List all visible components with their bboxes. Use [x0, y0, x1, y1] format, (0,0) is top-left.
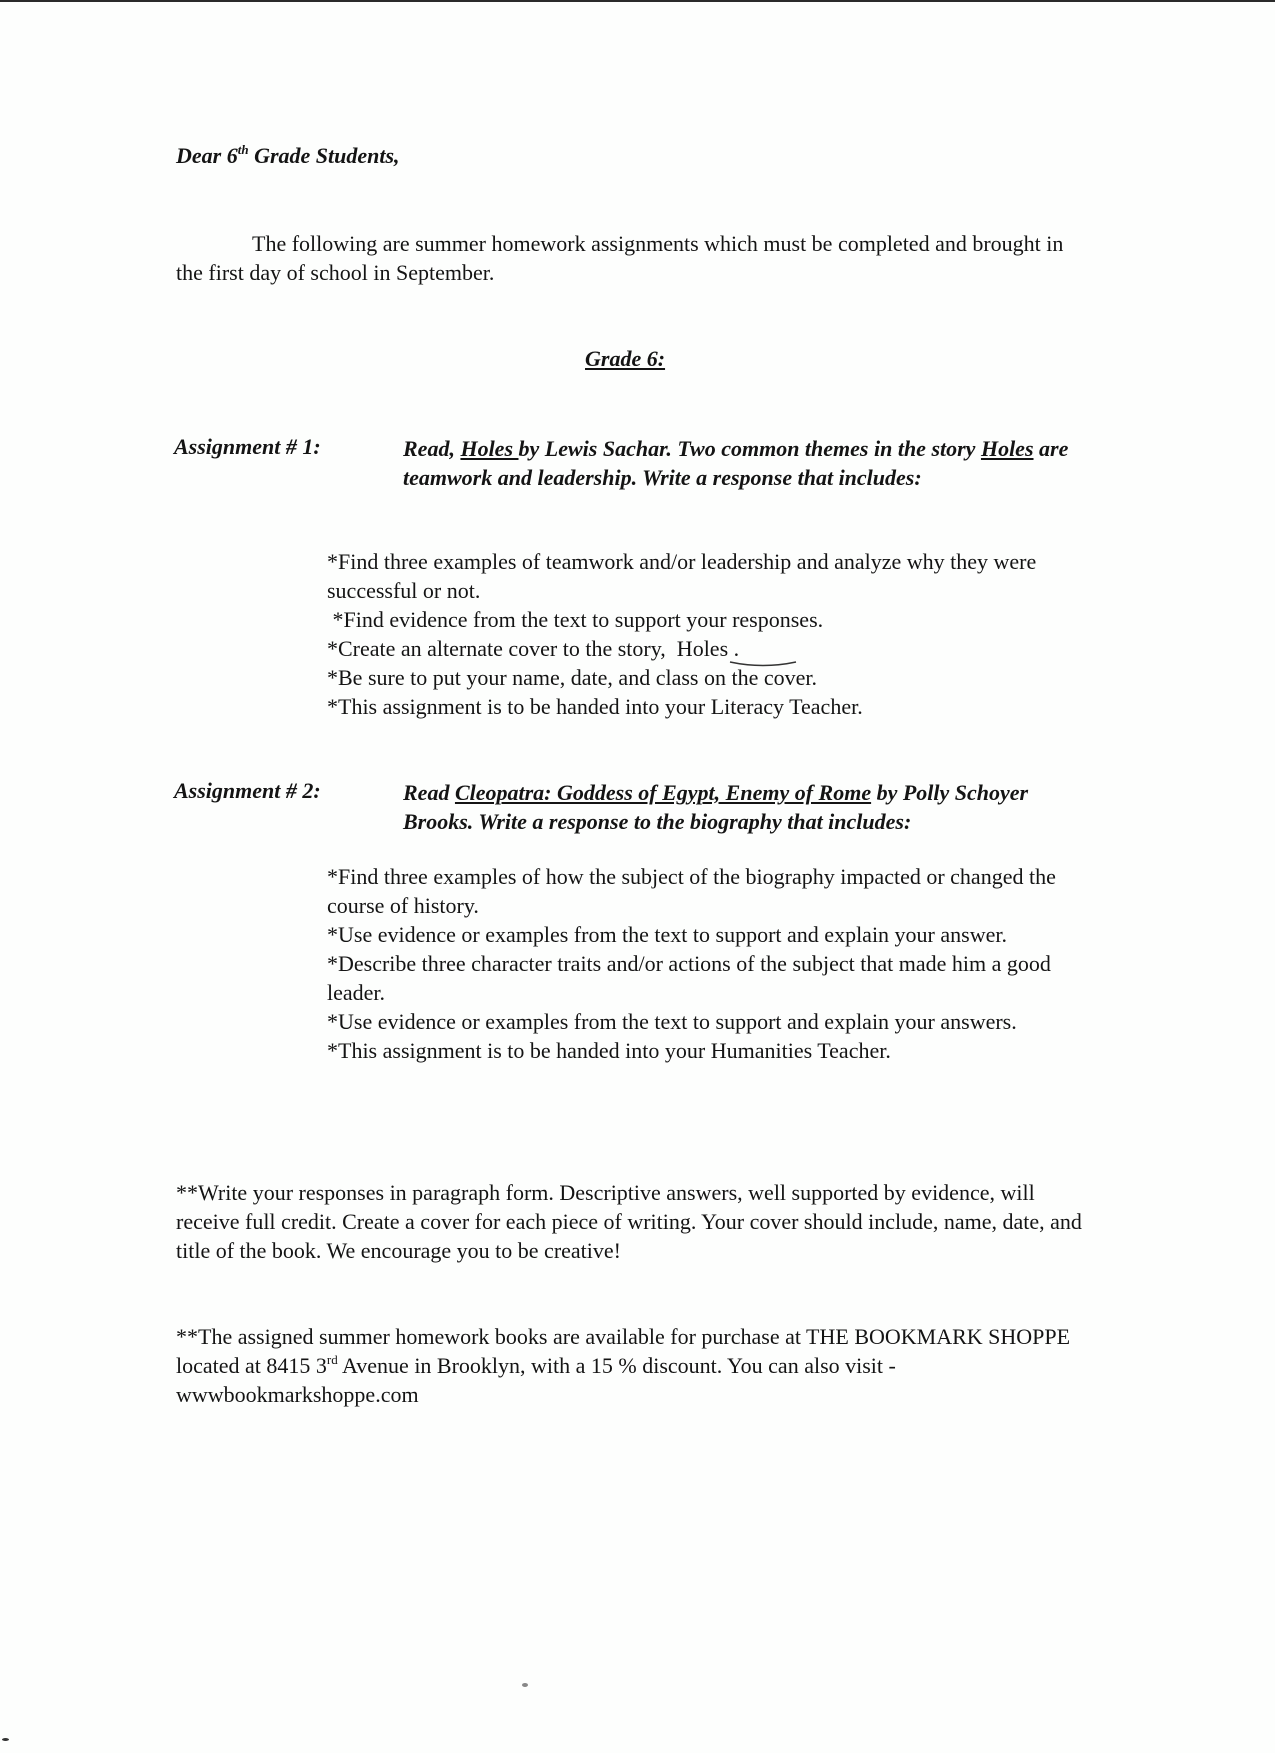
assignment2-bullet-5: *This assignment is to be handed into your Humanities Teacher. [327, 1038, 891, 1063]
bookstore-note [176, 1322, 1076, 1409]
greeting [176, 143, 400, 169]
greeting-text: Dear 6 [176, 143, 238, 168]
bookstore-note-text-a: **The assigned summer homework books are available for purchase at THE BOOKMARK SHOPPE located at 8415 3 [176, 1324, 1071, 1378]
assignment2-instructions [403, 778, 1093, 836]
assignment2-text-a: Read [403, 780, 455, 805]
assignment1-text-b: by Lewis Sachar. Two common themes in the story [518, 436, 976, 461]
assignment1-instructions [403, 434, 1103, 492]
assignment2-label: Assignment # 2: [174, 778, 321, 803]
assignment2-bullet-3: *Describe three character traits and/or actions of the subject that made him a good leader. [327, 951, 1051, 1005]
handwritten-underline-mark [728, 660, 798, 668]
assignment1-book-title-2: Holes [980, 436, 1034, 461]
assignment2-bullet-list [327, 862, 1097, 1065]
assignment1-bullet-2: *Find evidence from the text to support your responses. [327, 607, 824, 632]
greeting-text-end: Grade Students, [248, 143, 400, 168]
assignment1-bullet-4: *Be sure to put your name, date, and class on the cover. [327, 665, 817, 690]
intro-paragraph [176, 229, 1076, 287]
greeting-superscript: th [237, 142, 249, 157]
bookstore-note-superscript: rd [326, 1352, 338, 1367]
assignment1-book-title: Holes [460, 436, 519, 461]
assignment1-bullet-5: *This assignment is to be handed into your Literacy Teacher. [327, 694, 863, 719]
assignment2-text-b: by Polly Schoyer Brooks. Write a response to the biography that includes: [403, 780, 1029, 834]
assignment1-bullet-1: *Find three examples of teamwork and/or leadership and analyze why they were successful or not. [327, 549, 1037, 603]
assignment1-label: Assignment # 1: [174, 434, 321, 459]
intro-text: The following are summer homework assignments which must be completed and brought in the first day of school in September. [176, 231, 1064, 285]
scan-speck [522, 1683, 528, 1687]
assignment2-bullet-4: *Use evidence or examples from the text to support and explain your answers. [327, 1009, 1017, 1034]
response-instructions-note: **Write your responses in paragraph form. Descriptive answers, well supported by evidence, will receive full credit. Create a cover for each piece of writing. Your cover should include, name, date, and title of the book. We encourage you to be creative! [176, 1180, 1082, 1263]
assignment2-book-title: Cleopatra: Goddess of Egypt, Enemy of Rome [454, 780, 872, 805]
grade-heading: Grade 6: [585, 346, 666, 371]
scan-speck [2, 1738, 9, 1741]
assignment1-text-c: are teamwork and leadership. Write a response that includes: [403, 436, 1069, 490]
bookstore-note-text-b: Avenue in Brooklyn, with a 15 % discount. You can also visit - wwwbookmarkshoppe.com [176, 1353, 896, 1407]
assignment2-bullet-1: *Find three examples of how the subject of the biography impacted or changed the course of history. [327, 864, 1056, 918]
assignment1-bullet-3: *Create an alternate cover to the story, Holes . [327, 636, 740, 661]
assignment2-bullet-2: *Use evidence or examples from the text to support and explain your answer. [327, 922, 1007, 947]
assignment1-bullet-list [327, 547, 1097, 721]
assignment1-text-a: Read, [403, 436, 461, 461]
